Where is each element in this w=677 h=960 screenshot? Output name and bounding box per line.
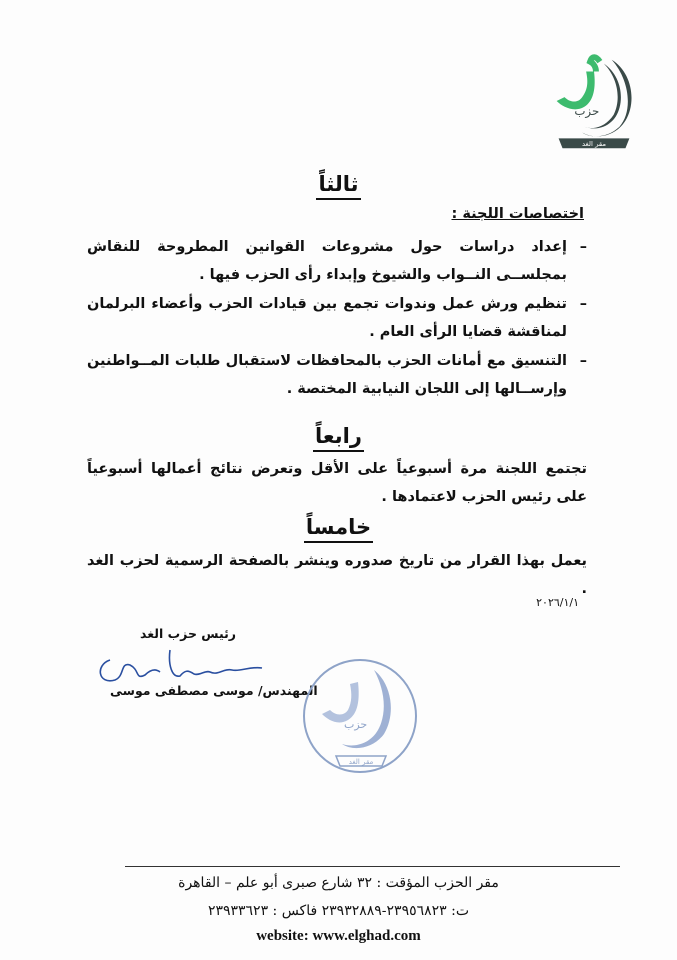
committee-duties-subheading: اختصاصات اللجنة : <box>451 206 584 222</box>
footer-divider <box>125 866 620 867</box>
section-five-text: يعمل بهذا القرار من تاريخ صدوره وينشر بالصفحة الرسمية لحزب الغد . <box>87 553 587 597</box>
party-logo <box>535 42 653 160</box>
duty-item: – إعداد دراسات حول مشروعات القوانين المطروحة للنقاش بمجلســى النــواب والشيوخ وإبداء رأى الحزب فيها . <box>87 239 587 283</box>
section-four-text: تجتمع اللجنة مرة أسبوعياً على الأقل وتعرض نتائج أعمالها أسبوعياً على رئيس الحزب لاعتمادها . <box>87 461 587 505</box>
svg-text:حزب: حزب <box>344 718 368 731</box>
footer-phones: ت: ٢٣٩٥٦٨٢٣-٢٣٩٣٢٨٨٩ فاكس : ٢٣٩٣٣٦٢٣ <box>207 903 470 919</box>
duty-item: – التنسيق مع أمانات الحزب بالمحافظات لاستقبال طلبات المــواطنين وإرســالها إلى اللجان النيابية المختصة . <box>87 353 587 397</box>
section-three-heading: ثالثاً <box>0 172 677 196</box>
signatory-title: رئيس حزب الغد <box>140 626 236 641</box>
svg-text:حزب: حزب <box>574 103 600 118</box>
svg-text:مقر الغد: مقر الغد <box>581 140 607 149</box>
svg-text:مقر الغد: مقر الغد <box>348 758 374 766</box>
section-five-heading: خامساً <box>0 515 677 539</box>
document-date: ٢٠٢٦/١/١ <box>536 596 579 609</box>
section-four-heading: رابعاً <box>0 424 677 448</box>
footer-address: مقر الحزب المؤقت : ٣٢ شارع صبرى أبو علم – القاهرة <box>178 875 499 891</box>
duty-item: – تنظيم ورش عمل وندوات تجمع بين قيادات الحزب وأعضاء البرلمان لمناقشة قضايا الرأى العام . <box>87 296 587 340</box>
party-stamp <box>300 656 420 776</box>
footer-website[interactable]: website: www.elghad.com <box>256 928 421 944</box>
signatory-name: المهندس/ موسى مصطفى موسى <box>110 683 318 698</box>
